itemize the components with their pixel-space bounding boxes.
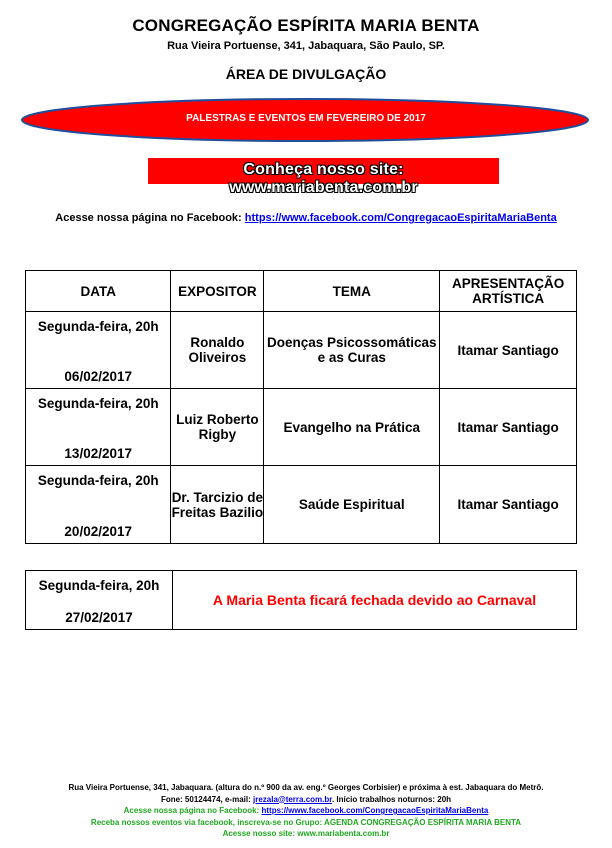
header-data: DATA xyxy=(26,271,171,312)
table-row xyxy=(26,466,577,544)
day-text: Segunda-feira, 20h xyxy=(37,396,159,411)
header-expositor: EXPOSITOR xyxy=(171,271,264,312)
banner-label: PALESTRAS E EVENTOS EM FEVEREIRO DE 2017 xyxy=(186,113,426,124)
date-cell xyxy=(26,571,173,630)
footer-facebook-link[interactable]: https://www.facebook.com/CongregacaoEspiritaMariaBenta xyxy=(261,806,489,815)
facebook-line xyxy=(0,212,612,224)
date-text: 27/02/2017 xyxy=(65,610,133,625)
footer-phone: Fone: 50124474, e-mail: xyxy=(160,794,253,804)
speaker-cell: Luiz Roberto Rigby xyxy=(171,389,264,466)
footer-hours: . Início trabalhos noturnos: 20h xyxy=(331,794,452,804)
events-table xyxy=(25,270,577,544)
facebook-prefix: Acesse nossa página no Facebook: xyxy=(55,212,245,224)
theme-cell: Saúde Espiritual xyxy=(264,466,440,544)
footer-email-link[interactable]: jrezala@terra.com.br xyxy=(252,794,332,804)
footer-facebook xyxy=(0,805,612,817)
facebook-link[interactable]: https://www.facebook.com/CongregacaoEspiritaMariaBenta xyxy=(244,212,557,224)
table-row xyxy=(26,571,577,630)
artist-cell: Itamar Santiago xyxy=(440,389,577,466)
page-title: CONGREGAÇÃO ESPÍRITA MARIA BENTA xyxy=(132,16,480,35)
carnaval-table xyxy=(25,570,577,630)
table-header-row xyxy=(26,271,577,312)
artist-cell: Itamar Santiago xyxy=(440,312,577,389)
speaker-cell: Dr. Tarcizio de Freitas Bazilio xyxy=(171,466,264,544)
date-cell xyxy=(26,312,171,389)
header-address: Rua Vieira Portuense, 341, Jabaquara, São Paulo, SP. xyxy=(167,40,445,52)
header-tema: TEMA xyxy=(264,271,440,312)
carnaval-message: A Maria Benta ficará fechada devido ao Carnaval xyxy=(173,571,577,630)
date-cell xyxy=(26,466,171,544)
section-title: ÁREA DE DIVULGAÇÃO xyxy=(225,66,387,82)
theme-cell: Evangelho na Prática xyxy=(264,389,440,466)
footer-address: Rua Vieira Portuense, 341, Jabaquara. (altura do n.º 900 da av. eng.º Georges Corbisier) e próxima à est. Jabaquara do Metrô. xyxy=(68,783,544,792)
footer-contact xyxy=(0,794,612,806)
footer xyxy=(0,782,612,840)
footer-site: Acesse nosso site: www.mariabenta.com.br xyxy=(222,829,390,838)
footer-group: Receba nossos eventos via facebook, inscreva-se no Grupo: AGENDA CONGREGAÇÃO ESPÍRITA MARIA BENTA xyxy=(90,817,522,827)
speaker-cell: Ronaldo Oliveiros xyxy=(171,312,264,389)
site-promo-text: Conheça nosso site: www.mariabenta.com.br xyxy=(229,161,418,196)
day-text: Segunda-feira, 20h xyxy=(38,578,160,593)
date-text: 06/02/2017 xyxy=(64,369,132,384)
artist-cell: Itamar Santiago xyxy=(440,466,577,544)
table-row xyxy=(26,312,577,389)
date-text: 13/02/2017 xyxy=(64,446,132,461)
theme-cell: Doenças Psicossomáticas e as Curas xyxy=(264,312,440,389)
date-cell xyxy=(26,389,171,466)
day-text: Segunda-feira, 20h xyxy=(37,473,159,488)
header-apresentacao: APRESENTAÇÃO ARTÍSTICA xyxy=(440,271,577,312)
day-text: Segunda-feira, 20h xyxy=(37,319,159,334)
footer-facebook-prefix: Acesse nossa página no Facebook: xyxy=(123,806,262,815)
table-row xyxy=(26,389,577,466)
date-text: 20/02/2017 xyxy=(64,524,132,539)
